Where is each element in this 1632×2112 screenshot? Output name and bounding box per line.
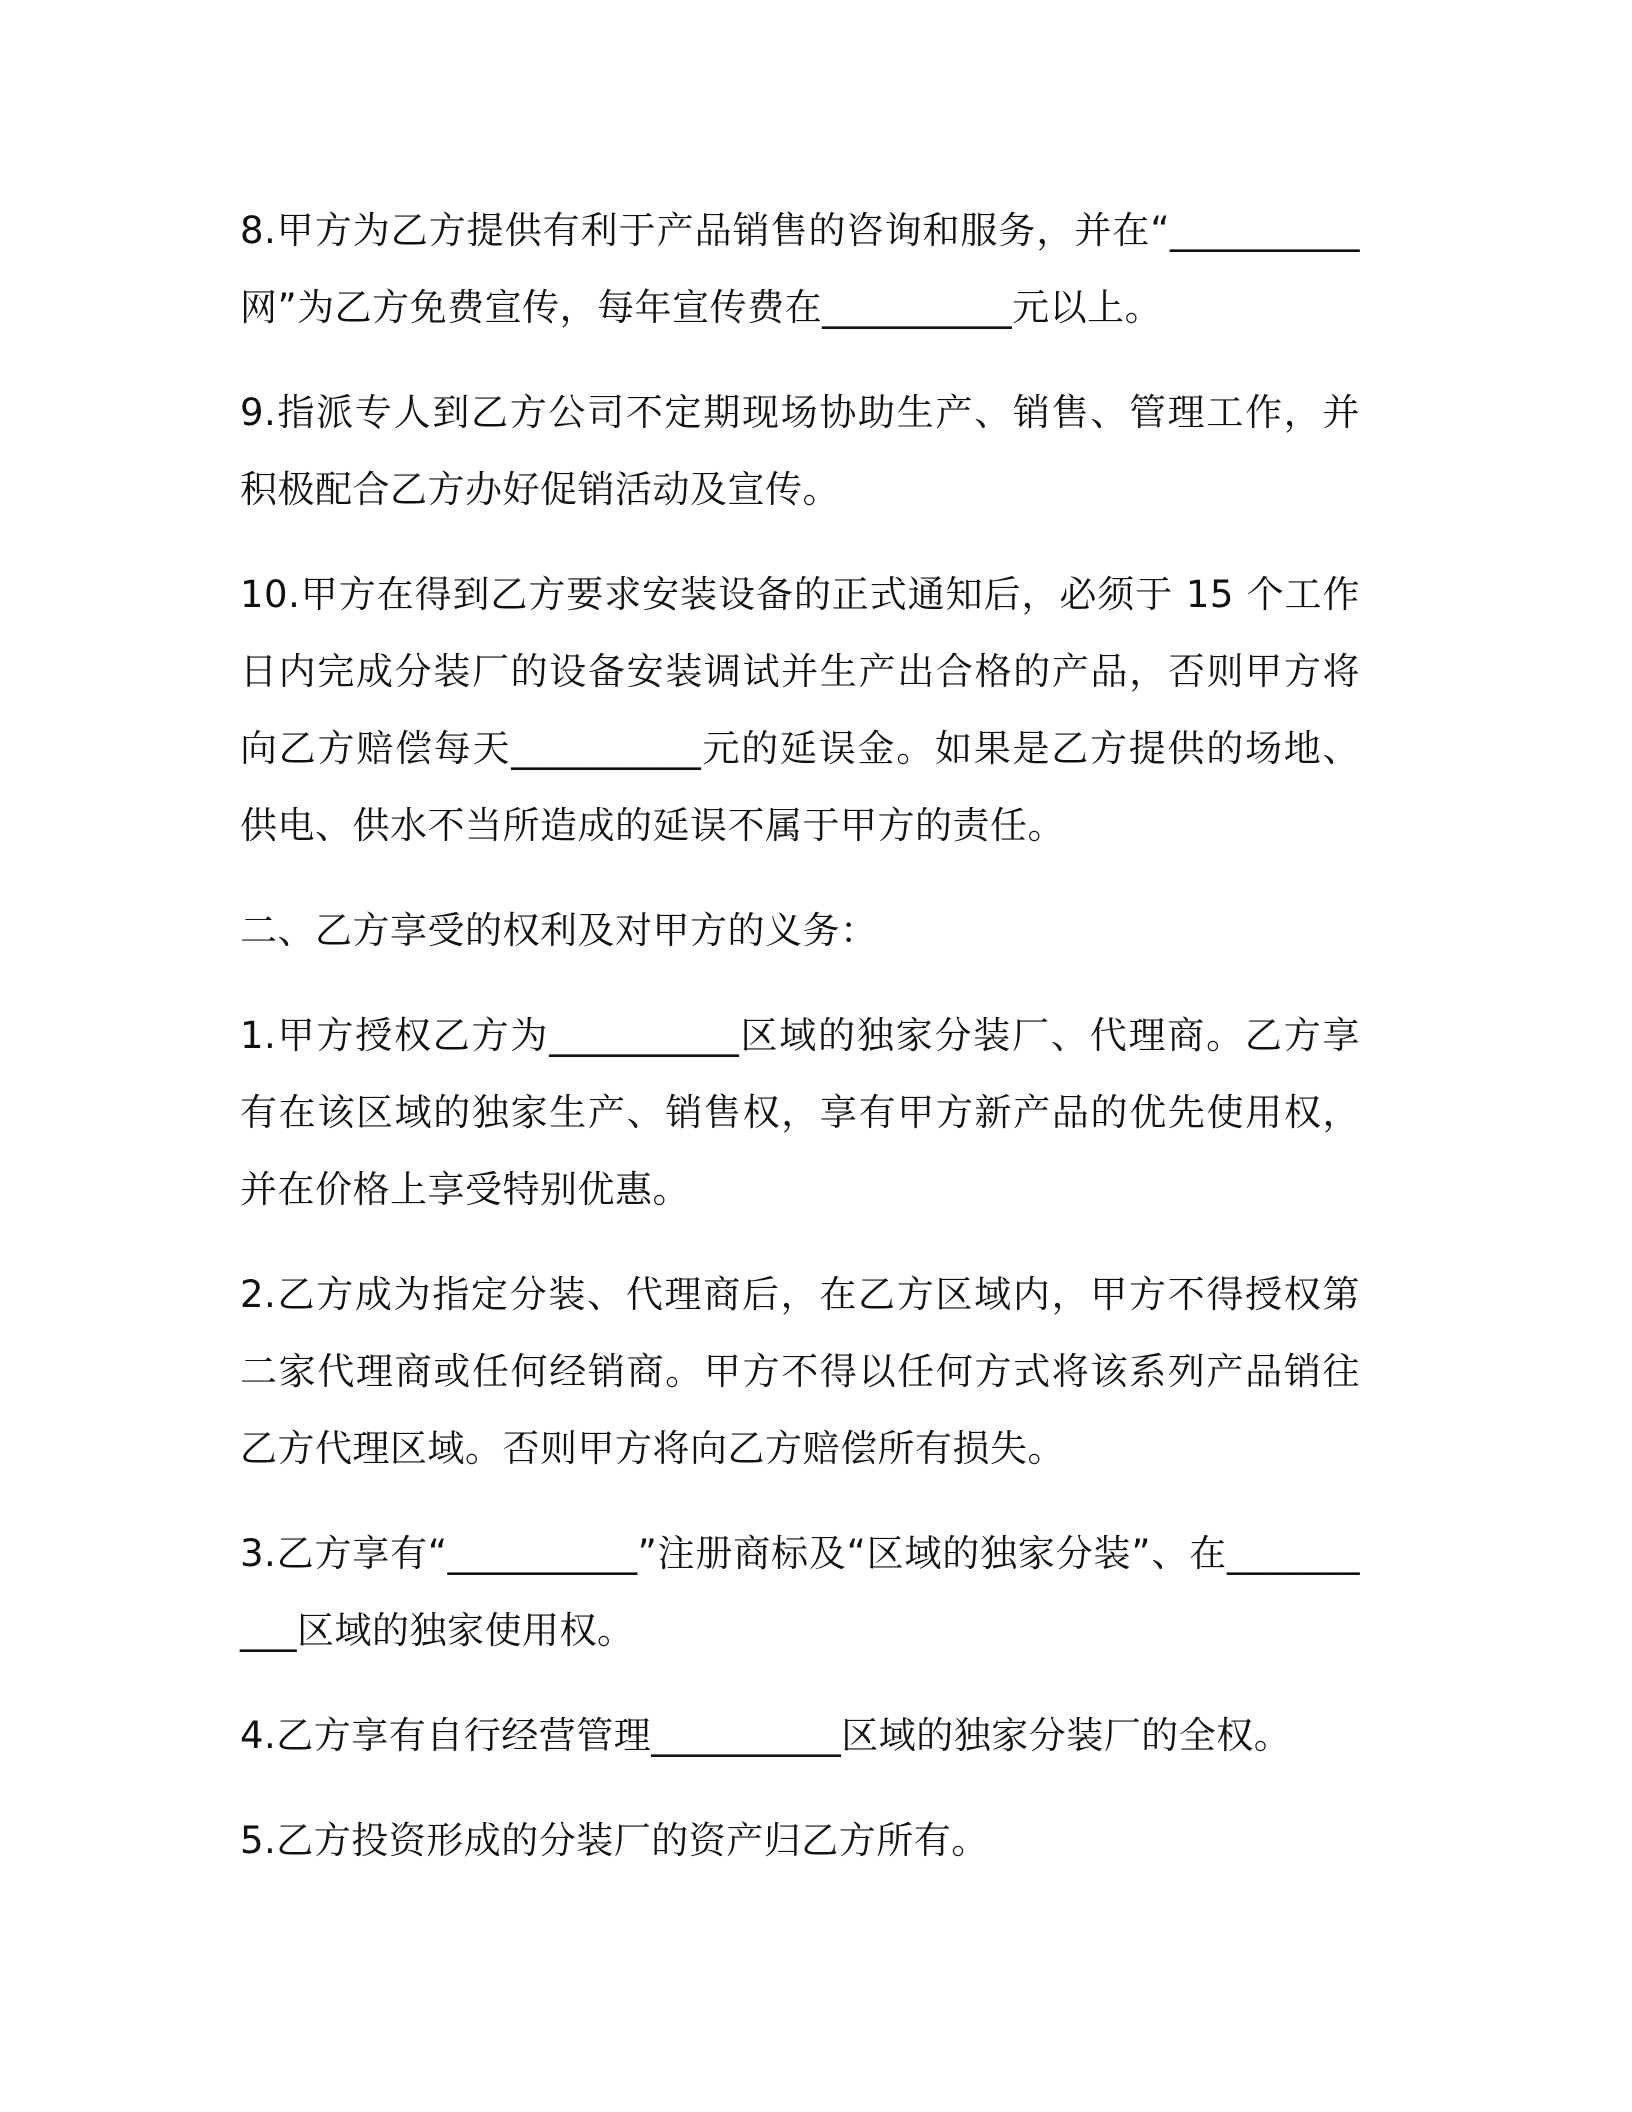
paragraph-item-b3: 3.乙方享有“__________”注册商标及“区域的独家分装”、在__________区域的独家使用权。 xyxy=(240,1532,1360,1652)
paragraph-item-10: 10.甲方在得到乙方要求安装设备的正式通知后，必须于 15 个工作日内完成分装厂的设备安装调试并生产出合格的产品，否则甲方将向乙方赔偿每天__________元的延误金。如果是乙方提供的场地、供电、供水不当所造成的延误不属于甲方的责任。 xyxy=(240,573,1360,847)
document-body xyxy=(240,192,1360,1907)
paragraph-item-b1: 1.甲方授权乙方为__________区域的独家分装厂、代理商。乙方享有在该区域的独家生产、销售权，享有甲方新产品的优先使用权，并在价格上享受特别优惠。 xyxy=(240,1014,1360,1211)
paragraph-item-b5: 5.乙方投资形成的分装厂的资产归乙方所有。 xyxy=(240,1819,989,1862)
paragraph-item-8: 8.甲方为乙方提供有利于产品销售的咨询和服务，并在“__________网”为乙方免费宣传，每年宣传费在__________元以上。 xyxy=(240,209,1360,329)
paragraph-item-9: 9.指派专人到乙方公司不定期现场协助生产、销售、管理工作，并积极配合乙方办好促销活动及宣传。 xyxy=(240,391,1360,511)
paragraph-item-b4: 4.乙方享有自行经营管理__________区域的独家分装厂的全权。 xyxy=(240,1714,1292,1757)
paragraph-item-b2: 2.乙方成为指定分装、代理商后，在乙方区域内，甲方不得授权第二家代理商或任何经销商。甲方不得以任何方式将该系列产品销往乙方代理区域。否则甲方将向乙方赔偿所有损失。 xyxy=(240,1273,1360,1470)
section-heading-party-b-rights: 二、乙方享受的权利及对甲方的义务： xyxy=(240,909,878,952)
